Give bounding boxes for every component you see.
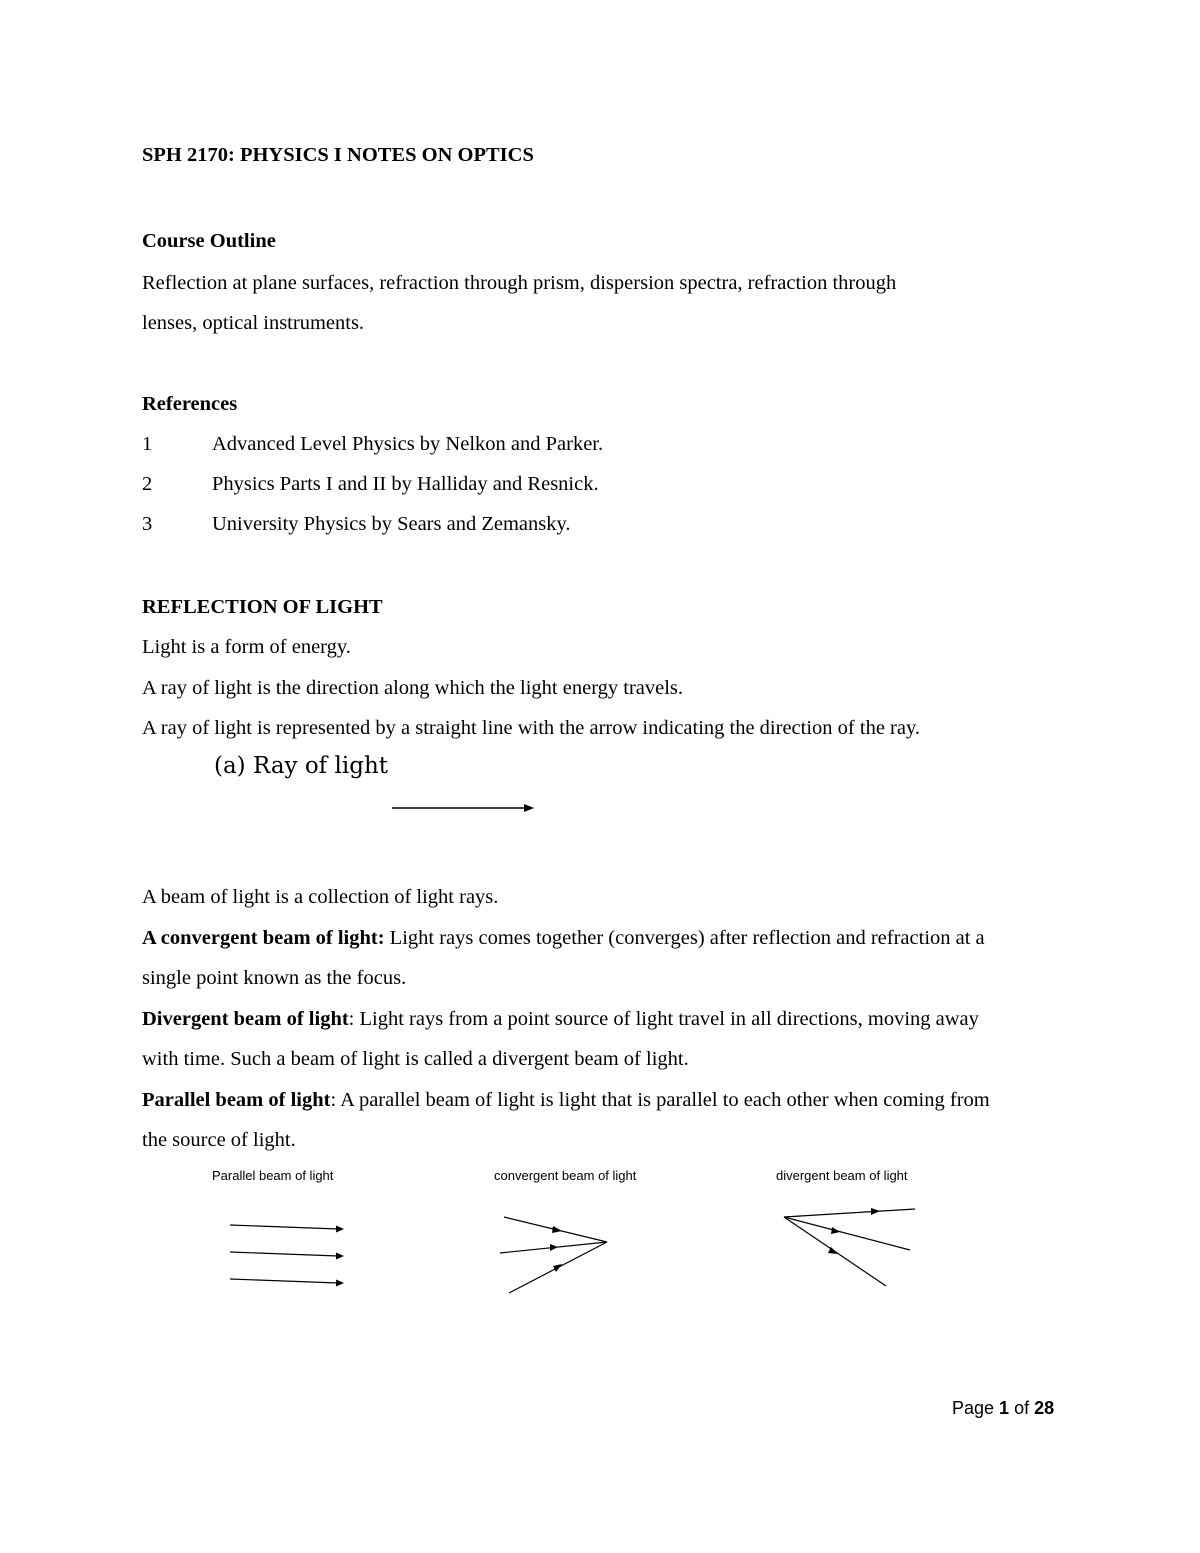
term-label: Divergent beam of light: [142, 1008, 349, 1030]
reference-number: 3: [142, 513, 153, 535]
references-heading: References: [142, 393, 238, 415]
paragraph: the source of light.: [142, 1129, 296, 1151]
term-text: : A parallel beam of light is light that is parallel to each other when coming from: [330, 1089, 990, 1111]
reference-text: Physics Parts I and II by Halliday and Resnick.: [212, 473, 599, 495]
divergent-beam-caption: divergent beam of light: [776, 1168, 908, 1183]
divergent-beam-diagram: [784, 1208, 915, 1286]
reference-number: 1: [142, 433, 153, 455]
convergent-beam-caption: convergent beam of light: [494, 1168, 637, 1183]
paragraph: single point known as the focus.: [142, 967, 407, 989]
term-text: Light rays comes together (converges) after reflection and refraction at a: [384, 927, 985, 949]
parallel-beam-diagram: [230, 1225, 344, 1287]
paragraph: A ray of light is the direction along which the light energy travels.: [142, 677, 684, 699]
page-number-footer: [952, 1398, 1054, 1419]
current-page: 1: [999, 1398, 1010, 1418]
figure-a-label: (a) Ray of light: [214, 753, 388, 779]
term-label: A convergent beam of light:: [142, 927, 385, 949]
paragraph: with time. Such a beam of light is called a divergent beam of light.: [142, 1048, 689, 1070]
reference-text: University Physics by Sears and Zemansky.: [212, 513, 571, 535]
course-outline-line-1: Reflection at plane surfaces, refraction through prism, dispersion spectra, refraction through: [142, 272, 897, 294]
document-title: SPH 2170: PHYSICS I NOTES ON OPTICS: [142, 144, 534, 166]
convergent-beam-diagram: [500, 1217, 607, 1293]
term-text: : Light rays from a point source of light travel in all directions, moving away: [348, 1008, 979, 1030]
course-outline-line-2: lenses, optical instruments.: [142, 312, 365, 334]
term-label: Parallel beam of light: [142, 1089, 331, 1111]
reference-text: Advanced Level Physics by Nelkon and Parker.: [212, 433, 604, 455]
paragraph: A beam of light is a collection of light rays.: [142, 886, 499, 908]
footer-prefix: Page: [952, 1398, 1000, 1418]
course-outline-heading: Course Outline: [142, 230, 276, 252]
paragraph: A ray of light is represented by a straight line with the arrow indicating the direction of the ray.: [142, 717, 921, 739]
total-pages: 28: [1034, 1398, 1055, 1418]
footer-mid: of: [1009, 1398, 1035, 1418]
paragraph: Light is a form of energy.: [142, 636, 351, 658]
reflection-heading: REFLECTION OF LIGHT: [142, 596, 383, 618]
parallel-beam-caption: Parallel beam of light: [212, 1168, 334, 1183]
reference-number: 2: [142, 473, 153, 495]
